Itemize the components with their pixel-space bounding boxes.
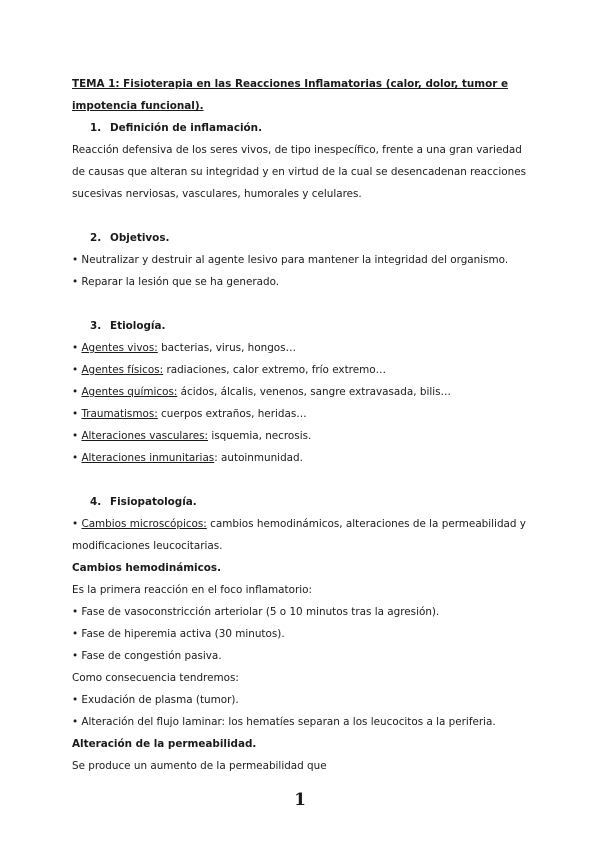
etiology-item: • Agentes físicos: radiaciones, calor extremo, frío extremo… bbox=[72, 364, 386, 376]
section-3-title: Etiología. bbox=[110, 320, 166, 332]
etiology-term: Agentes físicos: bbox=[81, 364, 164, 376]
section-1-title: Definición de inflamación. bbox=[110, 122, 263, 134]
etiology-item: • Alteraciones vasculares: isquemia, necrosis. bbox=[72, 430, 312, 442]
section-3-heading bbox=[72, 315, 532, 337]
permeability-subheading: Alteración de la permeabilidad. bbox=[72, 738, 257, 750]
hemodynamic-intro: Es la primera reacción en el foco inflamatorio: bbox=[72, 584, 312, 596]
hemodynamic-subheading: Cambios hemodinámicos. bbox=[72, 562, 222, 574]
section-4-number: 4. bbox=[90, 496, 102, 508]
document-title: TEMA 1: Fisioterapia en las Reacciones Inflamatorias (calor, dolor, tumor e impotencia funcional). bbox=[72, 78, 509, 112]
etiology-item: • Agentes vivos: bacterias, virus, hongos… bbox=[72, 342, 296, 354]
document-page bbox=[72, 73, 532, 777]
etiology-item: • Agentes químicos: ácidos, álcalis, venenos, sangre extravasada, bilis… bbox=[72, 386, 451, 398]
microscopic-changes-term: Cambios microscópicos: bbox=[81, 518, 207, 530]
microscopic-changes-item: • Cambios microscópicos: cambios hemodinámicos, alteraciones de la permeabilidad y modificaciones leucocitarias. bbox=[72, 518, 526, 552]
etiology-term: Alteraciones vasculares: bbox=[81, 430, 209, 442]
etiology-term: Traumatismos: bbox=[81, 408, 158, 420]
etiology-item: • Alteraciones inmunitarias: autoinmunidad. bbox=[72, 452, 303, 464]
objective-item: • Reparar la lesión que se ha generado. bbox=[72, 276, 280, 288]
section-1-number: 1. bbox=[90, 122, 102, 134]
consequence-item: • Alteración del flujo laminar: los hematíes separan a los leucocitos a la periferia. bbox=[72, 716, 496, 728]
phase-item: • Fase de hiperemia activa (30 minutos). bbox=[72, 628, 285, 640]
etiology-item: • Traumatismos: cuerpos extraños, heridas… bbox=[72, 408, 307, 420]
section-2-number: 2. bbox=[90, 232, 102, 244]
section-4-title: Fisiopatología. bbox=[110, 496, 197, 508]
page-number: 1 bbox=[294, 790, 306, 810]
section-1-heading bbox=[72, 117, 532, 139]
section-2-title: Objetivos. bbox=[110, 232, 170, 244]
section-4-heading bbox=[72, 491, 532, 513]
etiology-term: Agentes vivos: bbox=[81, 342, 158, 354]
section-3-number: 3. bbox=[90, 320, 102, 332]
consequence-intro: Como consecuencia tendremos: bbox=[72, 672, 239, 684]
permeability-paragraph: Se produce un aumento de la permeabilidad que bbox=[72, 760, 327, 772]
etiology-term: Agentes químicos: bbox=[81, 386, 178, 398]
section-1-paragraph: Reacción defensiva de los seres vivos, de tipo inespecífico, frente a una gran variedad de causas que alteran su integridad y en virtud de la cual se desencadenan reacciones sucesivas nerviosas, vasculares, humorales y celulares. bbox=[72, 144, 527, 200]
consequence-item: • Exudación de plasma (tumor). bbox=[72, 694, 239, 706]
phase-item: • Fase de vasoconstricción arteriolar (5 o 10 minutos tras la agresión). bbox=[72, 606, 440, 618]
phase-item: • Fase de congestión pasiva. bbox=[72, 650, 222, 662]
etiology-term: Alteraciones inmunitarias bbox=[81, 452, 215, 464]
section-2-heading bbox=[72, 227, 532, 249]
objective-item: • Neutralizar y destruir al agente lesivo para mantener la integridad del organismo. bbox=[72, 254, 509, 266]
